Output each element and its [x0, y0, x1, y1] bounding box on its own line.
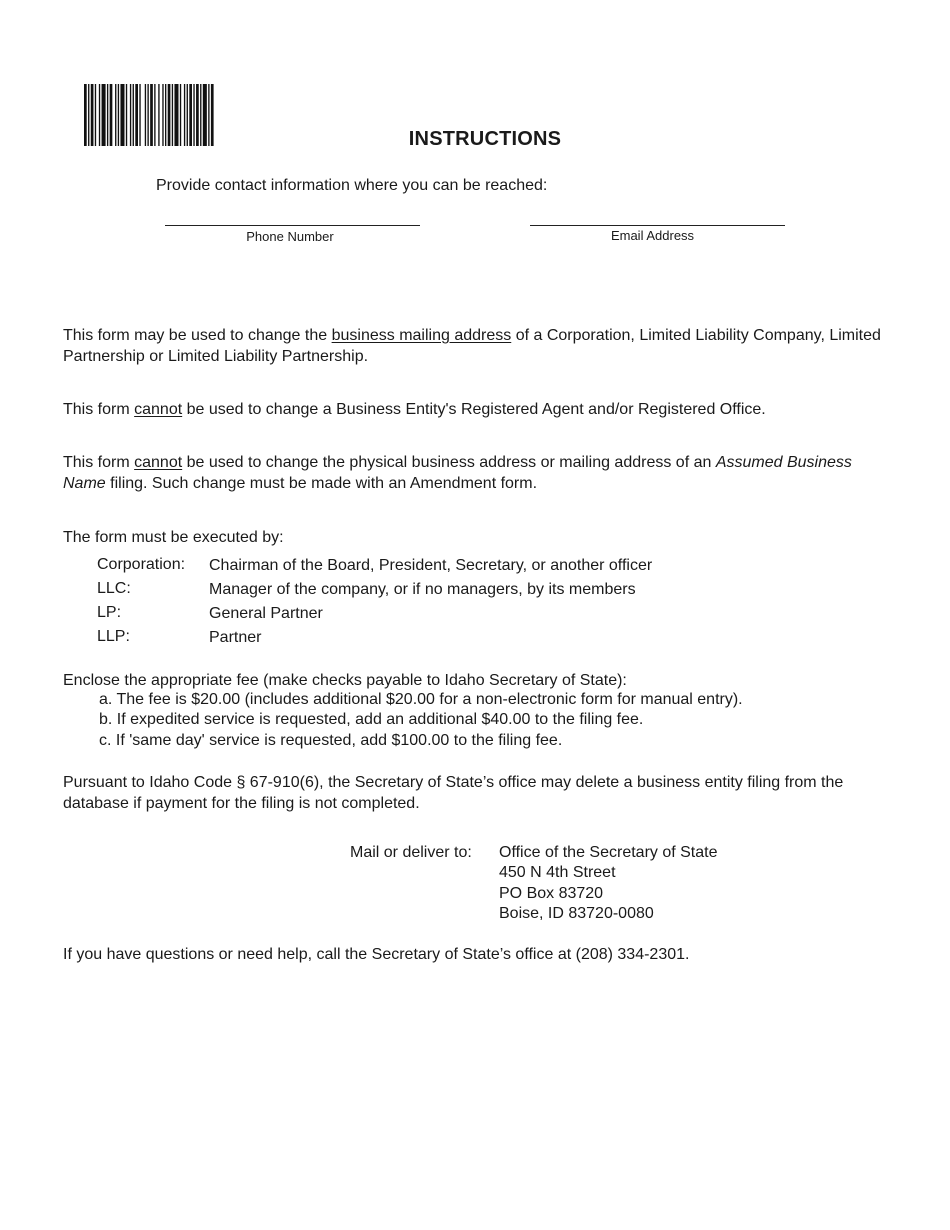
registered-agent-paragraph	[63, 399, 893, 420]
entity-type: Corporation:	[97, 556, 186, 573]
email-address-label: Email Address	[610, 228, 695, 243]
text-segment: be used to change the physical business address or mailing address of an	[182, 454, 716, 471]
phone-number-field[interactable]	[165, 225, 420, 226]
entity-type: LP:	[97, 604, 122, 621]
entity-type: LLC:	[97, 580, 131, 597]
mail-address-line: Boise, ID 83720-0080	[499, 905, 654, 922]
authorized-signer: Chairman of the Board, President, Secretary, or another officer	[209, 557, 653, 574]
entity-type: LLP:	[97, 628, 130, 645]
fee-item: a. The fee is $20.00 (includes additional $20.00 for a non-electronic form for manual entry).	[99, 691, 743, 708]
text-segment: This form	[63, 454, 135, 471]
text-segment: filing. Such change must be made with an Amendment form.	[105, 475, 538, 492]
italic-text: Assumed Business Name	[63, 454, 852, 492]
email-address-field[interactable]	[530, 225, 785, 226]
assumed-name-paragraph	[63, 452, 863, 494]
mail-address-line: Office of the Secretary of State	[499, 844, 718, 861]
underlined-text: cannot	[134, 454, 183, 471]
mail-address-line: PO Box 83720	[499, 885, 604, 902]
mail-address-line: 450 N 4th Street	[499, 864, 616, 881]
fee-intro: Enclose the appropriate fee (make checks payable to Idaho Secretary of State):	[63, 672, 627, 689]
help-text: If you have questions or need help, call the Secretary of State’s office at (208) 334-2301.	[63, 946, 690, 963]
page-title: INSTRUCTIONS	[408, 128, 562, 150]
fee-item: c. If 'same day' service is requested, add $100.00 to the filing fee.	[99, 732, 563, 749]
authorized-signer: Manager of the company, or if no managers, by its members	[209, 581, 636, 598]
contact-prompt: Provide contact information where you can be reached:	[156, 177, 548, 194]
fee-item: b. If expedited service is requested, add an additional $40.00 to the filing fee.	[99, 711, 644, 728]
phone-number-label: Phone Number	[246, 229, 334, 244]
text-segment: of a Corporation, Limited Liability Company, Limited Partnership or Limited Liability Partnership.	[63, 327, 881, 365]
execution-intro: The form must be executed by:	[63, 529, 284, 546]
underlined-text: cannot	[134, 401, 183, 418]
authorized-signer: General Partner	[209, 605, 323, 622]
authorized-signer: Partner	[209, 629, 262, 646]
mailing-address-paragraph	[63, 325, 893, 367]
underlined-text: business mailing address	[331, 327, 512, 344]
text-segment: This form	[63, 401, 135, 418]
mail-label: Mail or deliver to:	[350, 844, 472, 861]
text-segment: This form may be used to change the	[63, 327, 332, 344]
text-segment: be used to change a Business Entity's Registered Agent and/or Registered Office.	[182, 401, 766, 418]
pursuant-paragraph: Pursuant to Idaho Code § 67-910(6), the Secretary of State’s office may delete a business entity filing from the database if payment for the filing is not completed.	[63, 774, 844, 812]
